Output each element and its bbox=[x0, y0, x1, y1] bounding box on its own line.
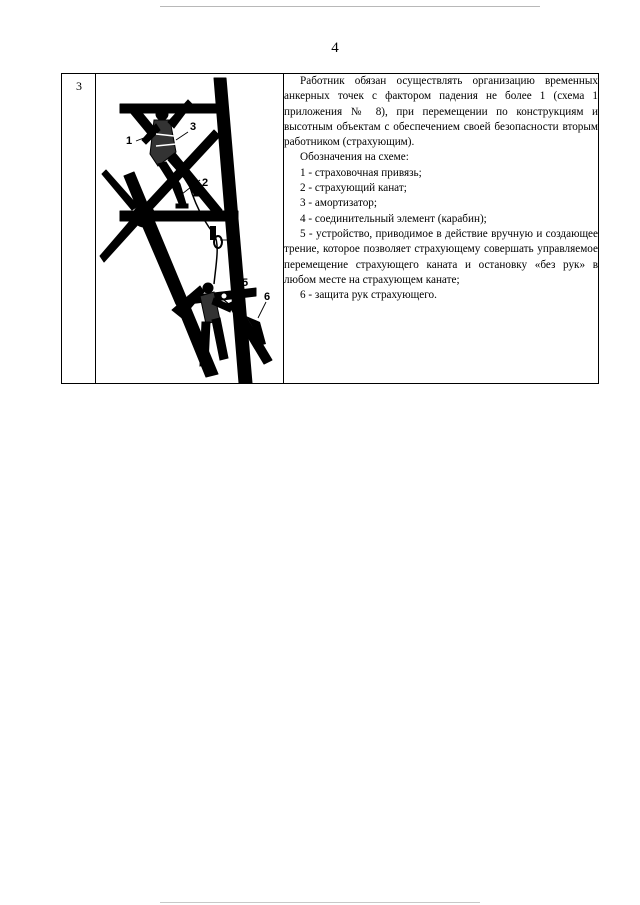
instruction-table bbox=[61, 73, 599, 384]
legend-item: 4 - соединительный элемент (карабин); bbox=[300, 212, 487, 225]
callout-2: 2 bbox=[202, 177, 209, 189]
callout-4: 4 bbox=[232, 237, 239, 249]
row-number: 3 bbox=[76, 79, 82, 93]
legend-item: 5 - устройство, приводимое в действие вручную и создающее трение, которое позволяет страхующему совершать управляемое перемещение страхующего каната и остановку «без рук» в любом месте на страхующем канате; bbox=[284, 227, 598, 286]
climber-head bbox=[156, 108, 168, 120]
belay-rope bbox=[184, 164, 217, 284]
figure-cell bbox=[96, 74, 284, 384]
tower-brace bbox=[140, 218, 184, 304]
climbing-scheme-figure bbox=[96, 74, 284, 383]
row-number-cell bbox=[62, 74, 96, 384]
legend-item: 1 - страховочная привязь; bbox=[300, 166, 422, 179]
belayer-head bbox=[203, 283, 213, 293]
bottom-rule bbox=[160, 902, 480, 903]
callout-3: 3 bbox=[190, 121, 197, 133]
callout-1: 1 bbox=[126, 135, 133, 147]
callout-6: 6 bbox=[264, 291, 271, 303]
page-number: 4 bbox=[331, 40, 339, 56]
top-rule bbox=[160, 6, 540, 7]
table-row bbox=[62, 74, 599, 384]
callout-5: 5 bbox=[242, 277, 249, 289]
legend-title: Обозначения на схеме: bbox=[300, 151, 409, 164]
description-paragraph: Работник обязан осуществлять организацию временных анкерных точек с фактором падения не более 1 (схема 1 приложения № 8), при перемещении по конструкциям и высотным объектам с обеспечением своей безопасности вторым работником (страхующим). bbox=[284, 75, 598, 149]
legend-item: 6 - защита рук страхующего. bbox=[300, 289, 437, 302]
tower-scheme-drawing bbox=[96, 74, 284, 383]
legend-item: 2 - страхующий канат; bbox=[300, 182, 407, 195]
description-cell bbox=[284, 74, 599, 384]
legend-item: 3 - амортизатор; bbox=[300, 197, 378, 210]
karabiner bbox=[214, 236, 222, 248]
